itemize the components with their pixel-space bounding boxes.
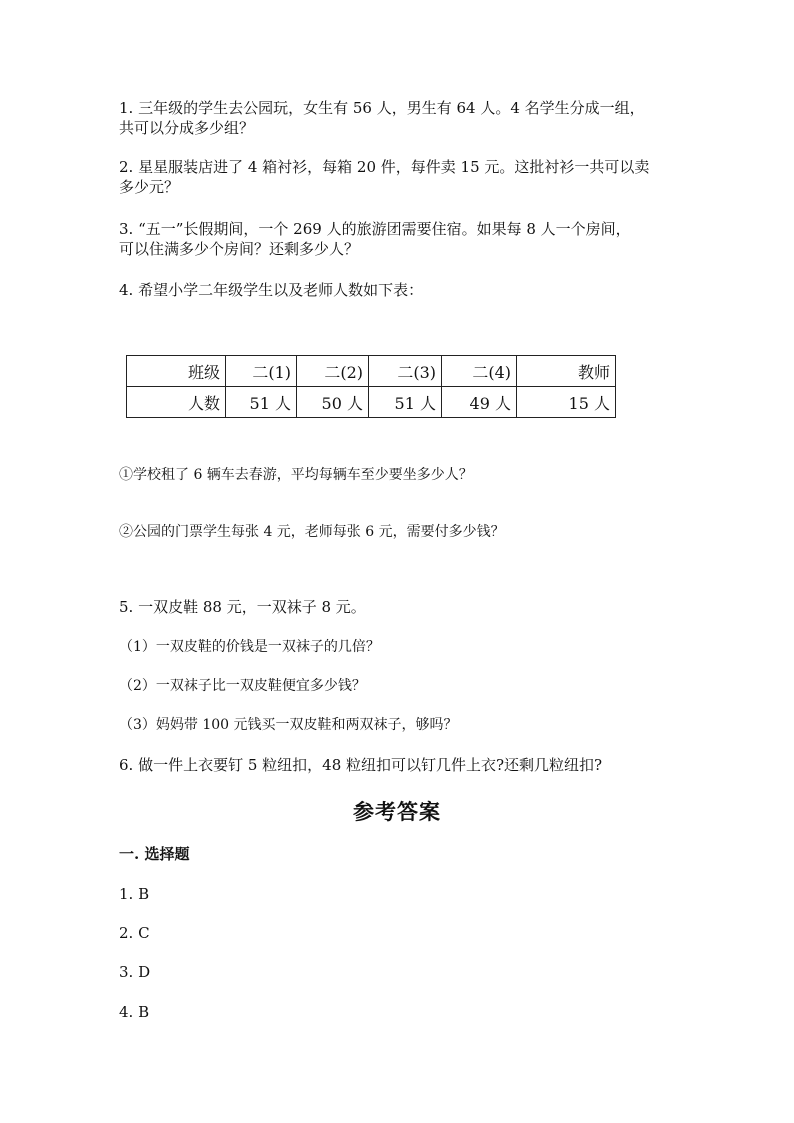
table-cell: 49 人 — [442, 387, 517, 418]
question-4-intro: 4. 希望小学二年级学生以及老师人数如下表： — [119, 281, 424, 299]
question-5-intro: 5. 一双皮鞋 88 元，一双袜子 8 元。 — [119, 598, 366, 616]
table-row — [127, 387, 616, 418]
table-cell: 班级 — [127, 356, 226, 387]
question-4-sub-1: ①学校租了 6 辆车去春游，平均每辆车至少要坐多少人？ — [119, 467, 473, 483]
section-title: 一. 选择题 — [119, 845, 190, 863]
question-3-line-1: 3. “五一”长假期间，一个 269 人的旅游团需要住宿。如果每 8 人一个房间， — [119, 220, 631, 238]
question-1-line-2: 共可以分成多少组？ — [119, 119, 255, 137]
table-cell: 51 人 — [369, 387, 442, 418]
table-cell: 二(3) — [369, 356, 442, 387]
table-cell: 15 人 — [517, 387, 616, 418]
table-cell: 二(1) — [226, 356, 297, 387]
table-cell: 51 人 — [226, 387, 297, 418]
table-cell: 教师 — [517, 356, 616, 387]
question-3-line-2: 可以住满多少个房间？还剩多少人？ — [119, 240, 360, 258]
question-5-sub-3: （3）妈妈带 100 元钱买一双皮鞋和两双袜子，够吗？ — [119, 717, 458, 733]
answer-item: 3. D — [119, 963, 151, 981]
question-6: 6. 做一件上衣要钉 5 粒纽扣，48 粒纽扣可以钉几件上衣?还剩几粒纽扣? — [119, 756, 603, 774]
table-cell: 人数 — [127, 387, 226, 418]
table-header-row — [127, 356, 616, 387]
answers-title: 参考答案 — [353, 799, 441, 824]
question-5-sub-2: （2）一双袜子比一双皮鞋便宜多少钱？ — [119, 678, 366, 694]
table-cell: 50 人 — [297, 387, 369, 418]
answer-item: 1. B — [119, 885, 150, 903]
answer-item: 4. B — [119, 1003, 150, 1021]
question-2-line-1: 2. 星星服装店进了 4 箱衬衫，每箱 20 件，每件卖 15 元。这批衬衫一共可以卖 — [119, 158, 650, 176]
question-1-line-1: 1. 三年级的学生去公园玩，女生有 56 人，男生有 64 人。4 名学生分成一组， — [119, 99, 645, 117]
table-cell: 二(2) — [297, 356, 369, 387]
answer-item: 2. C — [119, 924, 150, 942]
question-2-line-2: 多少元？ — [119, 178, 180, 196]
question-4-sub-2: ②公园的门票学生每张 4 元，老师每张 6 元，需要付多少钱？ — [119, 524, 505, 540]
class-headcount-table — [126, 355, 616, 418]
table-cell: 二(4) — [442, 356, 517, 387]
question-5-sub-1: （1）一双皮鞋的价钱是一双袜子的几倍？ — [119, 639, 380, 655]
